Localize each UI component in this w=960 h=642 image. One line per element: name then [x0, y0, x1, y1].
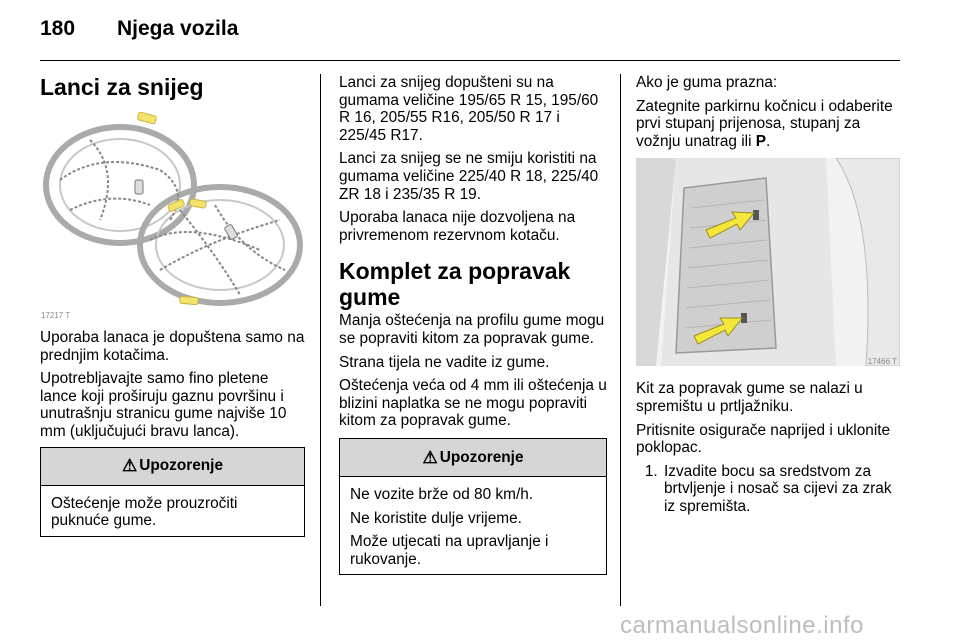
- warning-line: Ne koristite dulje vrijeme.: [350, 509, 522, 527]
- paragraph: Oštećenja veća od 4 mm ili oštećenja u blizini naplatka se ne mogu popraviti kitom za popravak gume.: [339, 377, 607, 430]
- paragraph: [636, 98, 904, 151]
- warning-triangle-icon: ⚠: [121, 456, 138, 476]
- paragraph: Manja oštećenja na profilu gume mogu se popraviti kitom za popravak gume.: [339, 312, 605, 347]
- list-item: 1. Izvadite bocu sa sredstvom za brtvljenje i nosač sa cijevi za zrak iz spremišta.: [662, 463, 904, 516]
- paragraph-text: Zategnite parkirnu kočnicu i odaberite prvi stupanj prijenosa, stupanj za vožnju unatrag ili: [636, 97, 893, 150]
- paragraph: Lanci za snijeg se ne smiju koristiti na gumama veličine 225/40 R 18, 225/40 ZR 18 i 235/35 R 19.: [339, 150, 599, 203]
- trunk-storage-image: [636, 158, 900, 366]
- warning-triangle-icon: ⚠: [422, 447, 438, 467]
- paragraph: Upotrebljavajte samo fino pletene lance koji proširuju gaznu površinu i unutrašnju stranicu gume najviše 10 mm (uključujući bravu lanca).: [40, 370, 287, 440]
- warning-title: Upozorenje: [139, 457, 224, 475]
- watermark: carmanualsonline.info: [620, 612, 864, 639]
- image-id: 17466 T: [867, 357, 897, 367]
- chapter-title: Njega vozila: [117, 17, 239, 40]
- paragraph: Uporaba lanaca nije dozvoljena na privremenom rezervnom kotaču.: [339, 209, 576, 244]
- column-1: [40, 74, 305, 537]
- warning-header: [41, 448, 304, 486]
- header-rule: [40, 60, 900, 61]
- paragraph-end: .: [766, 132, 771, 150]
- column-2: [339, 74, 607, 575]
- section-heading: Komplet za popravak gume: [339, 258, 571, 311]
- page-number: 180: [40, 17, 76, 40]
- column-3: [636, 74, 904, 516]
- warning-text: Oštećenje može prouzročiti puknuće gume.: [51, 494, 238, 530]
- paragraph: Strana tijela ne vadite iz gume.: [339, 353, 550, 371]
- snow-chains-image: [40, 110, 305, 320]
- paragraph: Lanci za snijeg dopušteni su na gumama veličine 195/65 R 15, 195/60 R 16, 205/55 R16, 205/50 R 17 i 225/45 R17.: [339, 74, 599, 144]
- paragraph: Pritisnite osigurače naprijed i uklonite poklopac.: [636, 421, 891, 457]
- paragraph: Uporaba lanaca je dopuštena samo na prednjim kotačima.: [40, 329, 305, 364]
- section-heading: Lanci za snijeg: [40, 74, 204, 100]
- snow-chains-illustration: [40, 110, 305, 320]
- gear-p-label: P: [755, 132, 767, 150]
- trunk-storage-illustration: [636, 158, 900, 366]
- warning-box: [40, 447, 305, 537]
- warning-title: Upozorenje: [439, 448, 524, 466]
- warning-box: [339, 438, 607, 575]
- steps-list: [636, 463, 904, 516]
- warning-line: Može utjecati na upravljanje i rukovanje.: [350, 533, 549, 568]
- paragraph: Ako je guma prazna:: [636, 74, 778, 91]
- column-divider: [320, 74, 321, 606]
- warning-body: [340, 477, 606, 574]
- column-divider: [620, 74, 621, 606]
- warning-header: [340, 439, 606, 477]
- warning-line: Ne vozite brže od 80 km/h.: [350, 485, 534, 503]
- image-id: 17217 T: [41, 311, 71, 320]
- paragraph: Kit za popravak gume se nalazi u spremištu u prtljažniku.: [636, 380, 863, 415]
